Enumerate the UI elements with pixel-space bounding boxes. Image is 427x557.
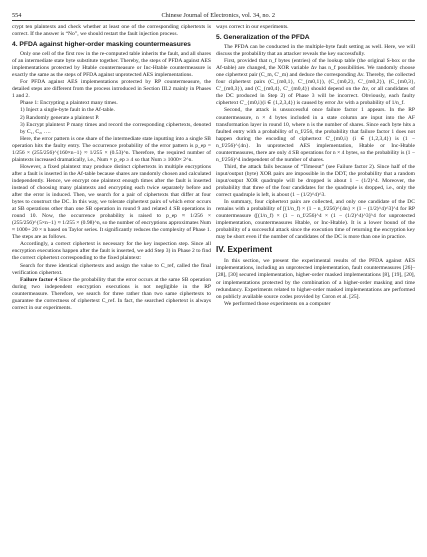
section-heading: 5. Generalization of the PFDA	[216, 34, 310, 42]
paragraph: The PFDA can be conducted in the multiple-byte fault setting as well. Here, we will discuss the probability that an attacker reveals the key successfully.	[216, 44, 415, 58]
header-rule	[12, 20, 415, 21]
journal-title: Chinese Journal of Electronics, vol. 34, no. 2	[161, 12, 275, 19]
page-header	[12, 7, 415, 19]
paragraph: First, provided that n_f bytes (entries) of the lookup table (the original S-box or the Af-table) are changed, the XOR variable Δv has n_f possibilities. We randomly choose one ciphertext pair (C_m, C'_m) and deduce the corresponding Δv. Thereby, the collected four ciphertext pairs (C_{m0,1}, C'_{m0,1}), (C_{m0,2}, C'_{m0,2}), (C_{m0,3}, C'_{m0,3}), and (C_{m0,4}, C'_{m0,4}) should depend on the Δv, or all candidates of the DC produced in Step 2) of Phase 3 will be incorrect. Obviously, each faulty ciphertext C'_{m0,i}(i ∈ {1,2,3,4}) is caused by error Δv with a probability of 1/n_f.	[216, 58, 415, 107]
paragraph	[12, 277, 211, 312]
paragraph: Search for three identical ciphertexts and assign the value to C_ref, called the final verification ciphertext.	[12, 262, 211, 276]
left-column	[12, 24, 211, 312]
paragraph-text: Since the probability that the error occurs at the same SB operation during two independent encryption executions is not negligible in the RP countermeasure. Therefore, we search for three rather than two same ciphertexts to guarantee the correctness of ciphertext C_ref. In fact, the searched ciphertext is always correct in our experiments.	[12, 276, 212, 311]
paragraph: In this section, we present the experimental results of the PFDA against AES implementations, including an unprotected implementation, fault countermeasures [26]–[28], [30] secured implementation, higher-order masked implementations [8], [19], [20], or implementations protected by the combination of a higher-order masking and time redundancy. Experiments related to higher-order masked implementations are performed on publicly available source codes provided by Coron et al. [25].	[216, 258, 415, 300]
section-heading: IV. Experiment	[216, 245, 273, 255]
paragraph: Accordingly, a correct ciphertext is necessary for the key inspection step. Since all encryption executions happen after the fault is inserted, we add Step 3) in Phase 2 to find the correct ciphertext corresponding to the fixed plaintext:	[12, 241, 211, 262]
paragraph: Second, the attack is unsuccessful once failure factor 1 appears. In the RP countermeasure, n × 4 bytes included in a state column are input into the AF transformation layer in round 10, where n is the number of shares. Since each byte hits a faulted entry with a probability of n_f/256, the probability that failure factor 1 does not happen during the encoding of ciphertext C'_{m0,i} (i ∈ {1,2,3,4}) is (1 − n_f/256)^{4n}. In unprotected AES implementation, Htable or Inc-Htable countermeasures, there are only 4 SB operations for n × 4 bytes, so the probability is (1 − n_f/256)^4 independent of the number of shares.	[216, 107, 415, 163]
page-number: 554	[12, 12, 22, 19]
paragraph: However, a fixed plaintext may produce distinct ciphertexts in multiple encryptions after a fault is inserted in the Af-table because shares are randomly chosen and calculated independently. Hence, we encrypt one plaintext enough times after the fault is inserted instead of choosing many plaintexts and encrypting each twice separately before and after the error is induced. Then, we search for a pair of ciphertexts that differ at four bytes to construct the DC. In this way, we tolerate ciphertext pairs of which error occurs at SB operations other than one SB operation in round 9 and related 4 SB operations in round 10. Now, the occurrence probability is raised to p_ep ≈ 1/256 × (255/256)^{5×n−1} ≈ 1/255 × (0.98)^n, so the number of encryptions approximates Num ≈ 1000+ 20 × n based on Taylor series. It significantly reduces the complexity of Phase 1. The steps are as follows.	[12, 163, 211, 241]
phase-step: 1) Inject a single-byte fault in the Af-table.	[20, 107, 115, 114]
paragraph: Third, the attack fails because of “Timeout” (see Failure factor 2). Since half of the input/output (byte) XOR pairs are impossible in the DDT, the probability that a random input/output XOR quadruple will be dropped is about 1 − (1/2)^4. Moreover, the probability that three of the four candidates for the quadruple is dropped, i.e., only the correct quadruple is left, is about (1 − (1/2)^4)^3.	[216, 163, 415, 199]
paragraph: ways correct in our experiments.	[216, 24, 289, 30]
paragraph: Here, the error pattern is one share of the intermediate state inputting into a single SB operation hits the faulty entry. The occurrence probability of the error pattern is p_ep = 1/256 × (255/256)^{160×n−1} ≈ 1/255 × (0.53)^n. Therefore, the required number of plaintexts increased dramatically, i.e., Num × p_ep ≥ 4 so that Num ≥ 1000× 2^n.	[12, 135, 211, 163]
paragraph: In summary, four ciphertext pairs are collected, and only one candidate of the DC remains with a probability of [(1/n_f) × (1 − n_f/256)^{4n} × (1 − (1/2)^4)^3]^4 for RP countermeasure ([(1/n_f) × (1 − n_f/256)^4 × (1 − (1/2)^4)^3]^4 for unprotected implementation, countermeasures Htable, or Inc-Htable). It is a lower bound of the probability of a successful attack since the execution time of returning the encryption key may be short even if the number of candidates of the DC is more than one in practice.	[216, 199, 415, 241]
right-column	[216, 24, 415, 308]
failure-factor-label: Failure factor 4	[20, 276, 58, 283]
phase-heading: Phase 1: Encrypting a plaintext many times.	[20, 100, 118, 107]
paragraph: Only one cell of the first row in the re-computed table inherits the fault, and all shares of an intermediate state byte substitute together. Thereby, the steps of PFDA against AES implementations protected by Htable countermeasure or Inc-Htable countermeasure is exactly the same as the steps of PFDA against unprotected AES implementations.	[12, 51, 211, 79]
section-heading: 4. PFDA against higher-order masking countermeasures	[12, 41, 191, 49]
paragraph: For PFDA against AES implementations protected by RP countermeasure, the detailed steps are different from the process introduced in Section III.2 mainly in Phases 1 and 2.	[12, 79, 211, 100]
phase-step: 2) Randomly generate a plaintext P.	[20, 114, 100, 121]
phase-step: 3) Encrypt plaintext P many times and record the corresponding ciphertexts, denoted by C₁, C₂, ….	[20, 121, 211, 135]
paragraph: We performed those experiments on a computer	[224, 300, 331, 307]
paragraph: crypt ten plaintexts and check whether at least one of the corresponding ciphertexts is correct. If the answer is “No”, we should restart the fault injection process.	[12, 24, 211, 38]
